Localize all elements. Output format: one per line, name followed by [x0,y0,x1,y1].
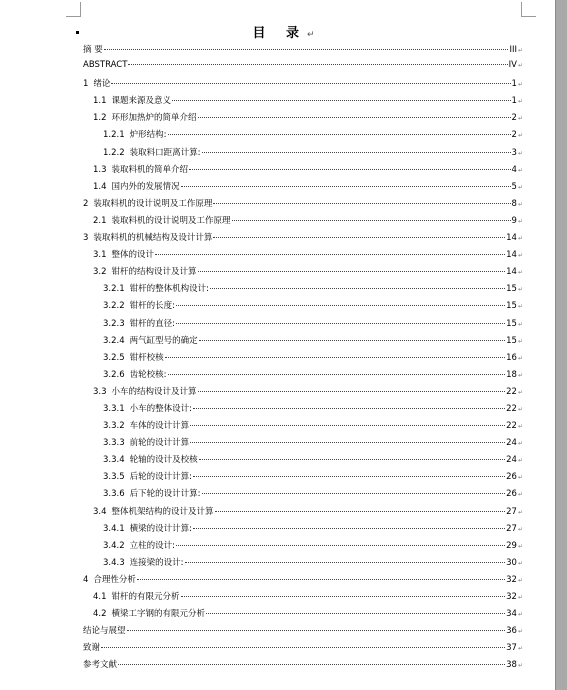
toc-entry-label [93,214,231,226]
toc-entry-number: 2 [83,198,89,209]
toc-entry-number: 3.4 [93,506,107,517]
toc-entry-label [93,385,197,397]
toc-entry[interactable] [83,453,523,470]
paragraph-mark-icon: ↵ [517,594,523,601]
crop-mark-top-left [66,2,81,17]
toc-entry-text: 装取料口距离计算: [129,147,201,158]
dot-leader [190,425,505,426]
paragraph-mark-icon: ↵ [517,405,523,413]
paragraph-mark-icon: ↵ [517,440,523,448]
toc-entry-label [83,658,117,670]
toc-entry-text: 参考文献 [83,660,118,671]
paragraph-mark-icon: ↵ [517,576,523,584]
toc-entry-label [83,624,126,636]
dot-leader [104,49,509,50]
toc-entry[interactable] [83,368,523,385]
toc-entry-label [103,522,192,534]
paragraph-mark-icon: ↵ [517,62,523,70]
toc-entry-label [103,282,209,294]
toc-entry[interactable] [83,607,523,624]
toc-entry-label [93,505,214,517]
toc-entry-page: 22 [506,386,517,397]
toc-entry[interactable] [83,146,523,163]
paragraph-mark-icon: ↵ [517,303,523,311]
toc-entry-text: 装取料机的简单介绍 [111,164,189,175]
toc-entry-page: 24 [506,438,517,449]
toc-entry[interactable] [83,590,523,607]
toc-entry[interactable] [83,436,523,453]
toc-entry-number: 4 [83,574,89,585]
dot-leader [193,528,505,529]
toc-entry-number: 3.3.5 [103,472,125,483]
dot-leader [101,647,505,648]
toc-entry-page: 16 [506,352,517,363]
toc-entry[interactable] [83,385,523,402]
dot-leader [137,579,505,580]
toc-entry-page: 36 [506,626,517,637]
paragraph-mark-icon: ↵ [517,183,523,191]
toc-entry-text: 连接梁的设计: [129,557,184,568]
toc-entry-number: 3.4.1 [103,523,125,534]
toc-entry-page: 22 [506,403,517,414]
toc-entry-text: 前轮的设计计算 [129,438,190,449]
toc-entry[interactable] [83,470,523,487]
toc-entry[interactable] [83,60,523,77]
toc-entry[interactable] [83,248,523,265]
toc-entry-text: 横梁工字钢的有限元分析 [111,609,206,620]
toc-entry[interactable] [83,299,523,316]
toc-entry-page: 32 [506,574,517,585]
toc-entry-label [93,265,197,277]
toc-entry-label [93,248,154,260]
paragraph-mark-icon: ↵ [517,320,523,328]
toc-entry-label [103,539,175,551]
toc-entry-page: III [509,45,517,55]
toc-entry-number: 3.4.2 [103,540,125,551]
toc-entry-page: 27 [506,506,517,517]
toc-entry-label [83,231,212,243]
dot-leader [193,476,505,477]
toc-entry-page: 26 [506,489,517,500]
toc-entry-page: 26 [506,472,517,483]
toc-entry[interactable] [83,317,523,334]
paragraph-mark-icon: ↵ [517,132,523,140]
toc-entry-page: 32 [506,592,517,602]
paragraph-mark-icon: ↵ [517,508,523,516]
toc-entry-text: 装取料机的设计说明及工作原理 [93,198,213,209]
toc-entry-number: 3.3.6 [103,489,125,500]
toc-entry-label [103,128,167,140]
toc-entry-page: 15 [506,284,517,295]
toc-entry[interactable] [83,539,523,556]
toc-entry-page: 4 [511,164,517,175]
toc-entry-text: 小车的整体设计: [129,403,193,414]
dot-leader [165,357,505,358]
toc-entry-text: 齿轮校核: [129,369,167,380]
toc-entry-label [93,180,180,192]
paragraph-mark-icon: ↵ [517,474,523,482]
toc-entry-label [103,453,198,465]
toc-entry-page: 9 [511,215,517,226]
toc-entry[interactable] [83,487,523,504]
paragraph-mark-icon: ↵ [517,491,523,499]
paragraph-mark-icon: ↵ [517,217,523,225]
toc-entry-label [93,94,171,106]
dot-leader [206,613,505,614]
dot-leader [198,271,506,272]
dot-leader [185,562,506,563]
paragraph-mark-icon: ↵ [306,30,315,40]
toc-entry-text: 后轮的设计计算: [129,472,193,483]
paragraph-mark-icon: ↵ [517,662,523,670]
toc-entry-number: 1.3 [93,164,107,175]
toc-entry-text: 环形加热炉的简单介绍 [111,113,197,124]
toc-entry-number: 3.2.3 [103,318,125,329]
dot-leader [155,254,505,255]
toc-entry-text: 结论与展望 [83,626,126,637]
dot-leader [181,596,506,597]
toc-entry-page: 8 [511,198,517,209]
toc-entry-page: 15 [506,318,517,329]
toc-entry-page: 38 [506,660,517,671]
toc-entry-text: 钳杆的结构设计及计算 [111,267,197,278]
dot-leader [127,630,506,631]
paragraph-mark-icon: ↵ [517,149,523,157]
toc-entry-text: 小车的结构设计及计算 [111,386,197,397]
toc-entry-page: 24 [506,455,517,466]
dot-leader [111,83,510,84]
toc-entry-label [83,77,110,89]
toc-entry-page: 3 [511,147,517,158]
toc-entry[interactable] [83,419,523,436]
toc-entry-page: 14 [506,233,517,244]
paragraph-mark-icon: ↵ [517,525,523,533]
toc-entry[interactable] [83,522,523,539]
dot-leader [213,203,510,204]
paragraph-mark-icon: ↵ [517,98,523,106]
toc-entry-number: 3.3.2 [103,421,125,432]
toc-entry-text: 课题来源及意义 [111,96,172,107]
toc-entry[interactable] [83,334,523,351]
dot-leader [193,408,505,409]
toc-entry-label [93,163,188,175]
dot-leader [198,391,506,392]
toc-entry-label [103,334,198,346]
crop-mark-top-right [521,2,536,17]
toc-entry-label [103,470,192,482]
toc-entry-text: 装取料机的设计说明及工作原理 [111,215,231,226]
toc-entry-page: 1 [511,79,517,90]
toc-entry-text: 两气缸型号的确定 [129,335,198,346]
paragraph-mark-icon: ↵ [517,423,523,431]
toc-entry-number: 3.2.2 [103,301,125,312]
dot-leader [176,305,505,306]
paragraph-mark-icon: ↵ [517,628,523,636]
toc-entry-page: 15 [506,301,517,312]
toc-entry-page: IV [508,60,517,71]
toc-entry-text: 轮轴的设计及校核 [129,455,198,466]
toc-entry-label [83,43,103,55]
toc-entry-page: 30 [506,557,517,568]
toc-entry[interactable] [83,265,523,282]
toc-title-text: 目 录 [252,26,307,41]
toc-entry[interactable] [83,624,523,641]
dot-leader [176,545,505,546]
paragraph-mark-icon: ↵ [517,457,523,465]
paragraph-mark-icon: ↵ [517,286,523,294]
toc-entry-page: 1 [511,96,517,107]
dot-leader [210,288,505,289]
toc-entry[interactable] [83,214,523,231]
toc-entry-number: 3.3.3 [103,438,125,449]
dot-leader [176,323,505,324]
toc-entry-label [103,419,189,431]
paragraph-mark-icon: ↵ [517,252,523,260]
toc-entry-text: 炉形结构: [129,130,167,141]
toc-entry-text: 合理性分析 [93,574,136,585]
paragraph-mark-icon: ↵ [517,235,523,243]
toc-entry-page: 18 [506,369,517,380]
dot-leader [198,117,511,118]
dot-leader [118,664,505,665]
toc-entry-text: 钳杆校核 [129,352,164,363]
dot-leader [172,100,511,101]
toc-entry-label [103,436,189,448]
toc-entry-text: 国内外的发展情况 [111,181,180,192]
toc-entry[interactable] [83,197,523,214]
toc-entry-number: 3 [83,233,89,244]
toc-entry-number: 1.2 [93,113,107,124]
dot-leader [232,220,511,221]
toc-entry-number: 3.3.1 [103,403,125,414]
toc-entry-page: 27 [506,523,517,534]
toc-entry-text: 绪论 [93,79,111,90]
dot-leader [189,169,511,170]
toc-entry[interactable] [83,163,523,180]
toc-entry-text: 致谢 [83,643,101,654]
paragraph-mark-icon: ↵ [517,269,523,277]
paragraph-mark-icon: ↵ [517,388,523,396]
dot-leader [168,134,511,135]
toc-entry[interactable] [83,77,523,94]
toc-entry-label [103,299,175,311]
toc-entry-page: 2 [511,130,517,141]
paragraph-mark-icon: ↵ [517,371,523,379]
toc-entry[interactable] [83,128,523,145]
paragraph-mark-icon: ↵ [517,645,523,653]
toc-entry-number: 1.2.2 [103,147,125,158]
dot-leader [202,493,506,494]
toc-entry-number: 3.2.1 [103,284,125,295]
toc-entry-page: 34 [506,609,517,620]
toc-entry[interactable] [83,351,523,368]
toc-entry-number: 3.2.6 [103,369,125,380]
toc-entry[interactable] [83,231,523,248]
toc-entry-number: 3.2 [93,267,107,278]
paragraph-mark-icon: ↵ [517,200,523,208]
toc-entry-number: 3.2.5 [103,352,125,363]
toc-entry-page: 14 [506,267,517,278]
toc-entry-label [83,641,100,653]
toc-entry-number: 1.1 [93,96,107,107]
paragraph-mark-icon: ↵ [517,542,523,550]
toc-entry-number: 3.1 [93,250,107,261]
toc-entry-label [103,146,201,158]
toc-entry-text: 钳杆的整体机构设计: [129,284,210,295]
dot-leader [128,64,507,65]
toc-entry-label [103,402,192,414]
toc-entry-text: 横梁的设计计算: [129,523,193,534]
toc-entry-text: 立柱的设计: [129,540,176,551]
paragraph-mark-icon: ↵ [517,166,523,174]
toc-entry-number: 3.3 [93,386,107,397]
toc-entry-number: 3.4.3 [103,557,125,568]
toc-entry-page: 37 [506,643,517,654]
table-of-contents [83,43,523,675]
toc-entry-number: 3.2.4 [103,335,125,346]
dot-leader [199,340,505,341]
toc-entry-label [103,368,167,380]
toc-entry-text: 钳杆的直径: [129,318,176,329]
dot-leader [202,152,511,153]
toc-entry-label [103,317,175,329]
dot-leader [213,237,505,238]
toc-entry-number: 3.3.4 [103,455,125,466]
toc-entry-text: 后下轮的设计计算: [129,489,201,500]
toc-entry-number: 1.4 [93,181,107,192]
toc-entry-label [83,573,136,585]
toc-entry[interactable] [83,556,523,573]
toc-entry-label [93,607,205,619]
toc-entry-label [103,556,184,568]
toc-entry[interactable] [83,43,523,60]
toc-entry[interactable] [83,94,523,111]
toc-entry[interactable] [83,111,523,128]
toc-entry-page: 2 [511,113,517,124]
toc-entry[interactable] [83,402,523,419]
toc-entry-text: 摘 要 [83,45,103,55]
toc-entry-text: 钳杆的有限元分析 [111,592,180,602]
dot-leader [215,511,506,512]
toc-entry-text: 装取料机的机械结构及设计计算 [93,233,213,244]
paragraph-mark-icon: ↵ [517,559,523,567]
toc-entry[interactable] [83,641,523,658]
dot-leader [190,442,505,443]
toc-entry-text: ABSTRACT [83,60,128,71]
paragraph-mark-icon: ↵ [517,115,523,123]
paragraph-mark-icon: ↵ [517,81,523,89]
toc-title [0,22,567,41]
toc-entry-text: 钳杆的长度: [129,301,176,312]
toc-entry-page: 5 [511,181,517,192]
paragraph-mark-icon: ↵ [517,47,523,54]
paragraph-mark-icon: ↵ [517,611,523,619]
toc-entry-number: 1.2.1 [103,130,125,141]
toc-entry-number: 4.2 [93,609,107,620]
toc-entry-number: 1 [83,79,89,90]
toc-entry-page: 29 [506,540,517,551]
toc-entry-text: 整体机架结构的设计及计算 [111,506,214,517]
toc-entry-label [103,487,201,499]
toc-entry[interactable] [83,658,523,675]
dot-leader [199,459,505,460]
toc-entry-page: 14 [506,250,517,261]
toc-entry-label [83,197,212,209]
toc-entry[interactable] [83,180,523,197]
paragraph-mark-icon: ↵ [517,354,523,362]
toc-entry-text: 车体的设计计算 [129,421,190,432]
toc-entry-page: 15 [506,335,517,346]
dot-leader [181,186,511,187]
toc-entry-label [93,111,197,123]
toc-entry[interactable] [83,573,523,590]
toc-entry-label [93,590,180,602]
toc-entry-number: 4.1 [93,592,107,602]
toc-entry-text: 整体的设计 [111,250,155,261]
toc-entry-number: 2.1 [93,215,107,226]
toc-entry-label [83,60,127,70]
toc-entry[interactable] [83,282,523,299]
dot-leader [168,374,506,375]
toc-entry-label [103,351,164,363]
toc-entry[interactable] [83,505,523,522]
toc-entry-page: 22 [506,421,517,432]
paragraph-mark-icon: ↵ [517,337,523,345]
